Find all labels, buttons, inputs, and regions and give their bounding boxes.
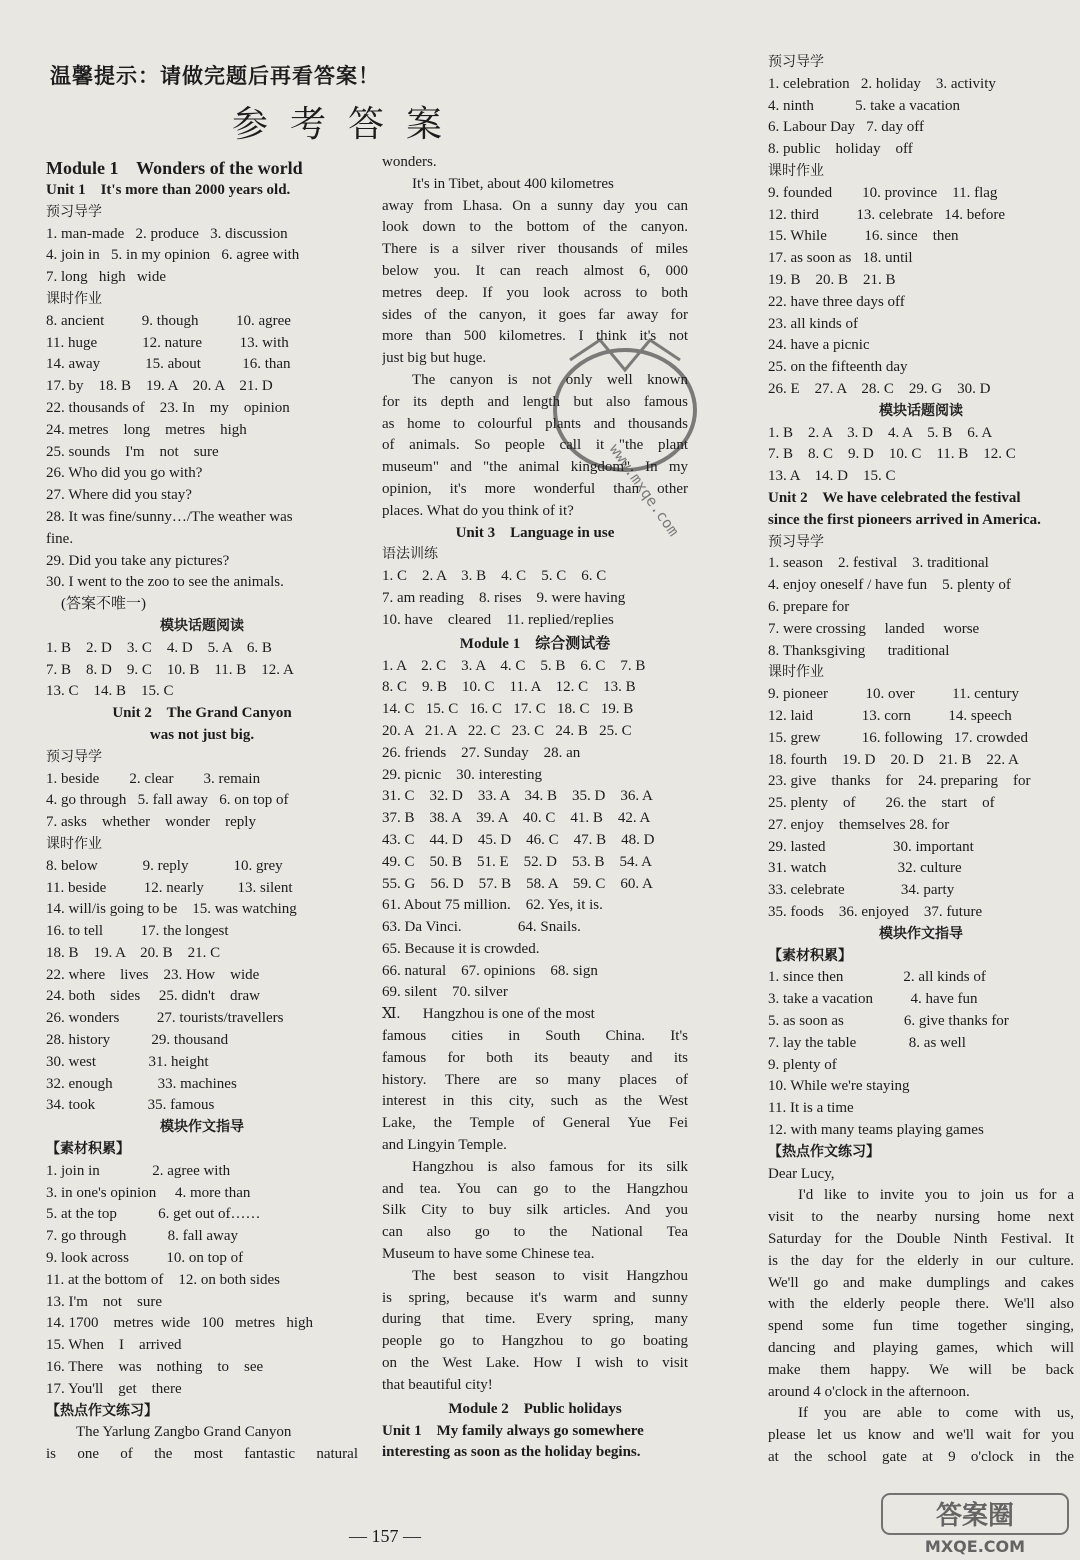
answer-line: below you. It can reach almost 6, 000: [382, 262, 688, 279]
answer-line: 【热点作文练习】: [46, 1402, 158, 1419]
answer-line: famous for both its beauty and its: [382, 1049, 688, 1066]
answer-line: sides of the canyon, it goes far away for: [382, 306, 688, 323]
answer-line: 3. in one's opinion 4. more than: [46, 1184, 251, 1201]
answer-line: as home to colourful plants and thousands: [382, 415, 688, 432]
site-logo: [880, 1490, 1070, 1556]
answer-line: 13. A 14. D 15. C: [768, 468, 896, 485]
answer-line: 7. lay the table 8. as well: [768, 1034, 966, 1051]
answer-line: 12. with many teams playing games: [768, 1122, 984, 1139]
answer-line: 6. prepare for: [768, 598, 850, 615]
answer-line: 课时作业: [768, 664, 824, 681]
answer-line: 1. join in 2. agree with: [46, 1162, 231, 1179]
answer-line: make them happy. We will be back: [768, 1361, 1074, 1378]
answer-line: 模块作文指导: [879, 925, 963, 942]
answer-line: famous cities in South China. It's: [382, 1028, 688, 1045]
answer-line: history. There are so many places of: [382, 1071, 688, 1088]
answer-line: 28. history 29. thousand: [46, 1032, 229, 1049]
answer-line: was not just big.: [149, 726, 255, 743]
answer-line: is the day for the elderly in our culture.: [768, 1252, 1074, 1269]
answer-line: that beautiful city!: [382, 1376, 493, 1393]
answer-line: 25. sounds I'm not sure: [46, 443, 219, 460]
answer-line: 16. to tell 17. the longest: [46, 923, 229, 940]
answer-line: 18. fourth 19. D 20. D 21. B 22. A: [768, 751, 1019, 768]
answer-line: 9. look across 10. on top of: [46, 1250, 244, 1267]
answer-line: at the school gate at 9 o'clock in the: [768, 1449, 1074, 1465]
answer-line: 课时作业: [768, 162, 824, 179]
answer-line: 30. west 31. height: [46, 1053, 209, 1070]
answer-line: people go to Hangzhou to go boating: [382, 1333, 688, 1350]
answer-line: Museum to have some Chinese tea.: [382, 1246, 595, 1263]
answer-line: I'd like to invite you to join us for a: [798, 1187, 1074, 1204]
answer-line: 13. I'm not sure: [46, 1293, 163, 1310]
answer-line: 课时作业: [46, 835, 102, 852]
answer-line: 9. plenty of: [768, 1056, 837, 1073]
answer-line: 1. season 2. festival 3. traditional: [768, 555, 989, 572]
answer-line: 26. E 27. A 28. C 29. G 30. D: [768, 380, 991, 397]
answer-line: 37. B 38. A 39. A 40. C 41. B 42. A: [382, 810, 651, 827]
answer-line: 模块话题阅读: [160, 617, 244, 634]
answer-line: 49. C 50. B 51. E 52. D 53. B 54. A: [382, 853, 653, 870]
answer-line: 25. on the fifteenth day: [768, 359, 908, 376]
answer-line: 7. B 8. D 9. C 10. B 11. B 12. A: [46, 661, 294, 678]
answer-line: 65. Because it is crowded.: [382, 940, 540, 957]
answer-line: 5. at the top 6. get out of……: [46, 1206, 261, 1223]
answer-line: There is a silver river thousands of miles: [382, 241, 688, 258]
answer-line: 24. both sides 25. didn't draw: [46, 988, 260, 1005]
answer-line: 语法训练: [382, 546, 438, 563]
answer-line: 1. man-made 2. produce 3. discussion: [46, 225, 288, 242]
answer-line: 66. natural 67. opinions 68. sign: [382, 962, 598, 979]
answer-line: 32. enough 33. machines: [46, 1075, 237, 1092]
answer-line: 43. C 44. D 45. D 46. C 47. B 48. D: [382, 831, 655, 848]
answer-line: 17. as soon as 18. until: [768, 250, 913, 267]
answer-line: is spring, because it's warm and sunny: [382, 1289, 688, 1306]
svg-text:答案圈: 答案圈: [935, 1501, 1015, 1531]
answer-line: visit to the nearby nursing home next: [768, 1209, 1074, 1226]
answer-line: The best season to visit Hangzhou: [412, 1267, 688, 1284]
answer-line: Module 1 综合测试卷: [459, 635, 611, 652]
answer-line: 18. B 19. A 20. B 21. C: [46, 944, 221, 961]
answer-line: If you are able to come with us,: [798, 1405, 1074, 1422]
answer-line: 27. enjoy themselves 28. for: [768, 816, 950, 833]
answer-line: spend some fun time together singing,: [768, 1318, 1074, 1335]
answer-line: 11. It is a time: [768, 1100, 854, 1117]
answer-line: Unit 1 It's more than 2000 years old.: [46, 182, 291, 198]
answer-line: 1. C 2. A 3. B 4. C 5. C 6. C: [382, 568, 607, 585]
answer-line: 24. have a picnic: [768, 337, 870, 354]
answer-line: 12. laid 13. corn 14. speech: [768, 707, 1012, 724]
answer-line: 8. public holiday off: [768, 141, 913, 158]
answer-line: 13. C 14. B 15. C: [46, 683, 174, 700]
answer-line: Hangzhou is also famous for its silk: [412, 1158, 688, 1175]
answer-line: opinion, it's more wonderful than other: [382, 480, 688, 497]
answer-line: 模块话题阅读: [879, 402, 963, 419]
answer-line: museum" and "the animal kingdom". In my: [382, 459, 688, 476]
answer-column-left: [46, 156, 358, 1466]
answer-line: 4. join in 5. in my opinion 6. agree with: [46, 247, 300, 264]
answer-line: 7. long high wide: [46, 269, 166, 286]
answer-line: 24. metres long metres high: [46, 421, 247, 438]
answer-line: 4. ninth 5. take a vacation: [768, 97, 961, 114]
answer-line: 预习导学: [768, 54, 824, 70]
answer-line: Saturday for the Double Ninth Festival. It: [768, 1231, 1074, 1248]
answer-line: 【素材积累】: [768, 947, 852, 964]
answer-line: 1. since then 2. all kinds of: [768, 969, 986, 986]
answer-line: 26. Who did you go with?: [46, 465, 203, 482]
answer-line: 预习导学: [768, 533, 824, 550]
answer-line: The Yarlung Zangbo Grand Canyon: [76, 1424, 292, 1441]
answer-line: 31. watch 32. culture: [768, 860, 962, 877]
answer-line: 7. asks whether wonder reply: [46, 814, 256, 831]
answer-line: 8. ancient 9. though 10. agree: [46, 312, 291, 329]
answer-line: 7. B 8. C 9. D 10. C 11. B 12. C: [768, 446, 1016, 463]
answer-line: interest in this city, such as the West: [382, 1093, 688, 1110]
answer-line: 预习导学: [46, 748, 102, 765]
answer-line: is one of the most fantastic natural: [46, 1446, 358, 1463]
answer-line: Dear Lucy,: [768, 1165, 835, 1182]
answer-line: 15. When I arrived: [46, 1337, 182, 1354]
answer-line: 3. take a vacation 4. have fun: [768, 991, 978, 1008]
answer-line: Module 1 Wonders of the world: [46, 158, 303, 178]
answer-line: look down to the bottom of the canyon.: [382, 219, 688, 236]
answer-line: 6. Labour Day 7. day off: [768, 119, 924, 136]
answer-column-right: [768, 52, 1074, 1469]
answer-line: 1. beside 2. clear 3. remain: [46, 770, 261, 787]
answer-line: 23. all kinds of: [768, 315, 858, 332]
answer-line: 27. Where did you stay?: [46, 487, 192, 504]
answer-line: wonders.: [382, 154, 437, 170]
answer-line: 8. Thanksgiving traditional: [768, 642, 950, 659]
answer-line: 17. by 18. B 19. A 20. A 21. D: [46, 378, 273, 395]
answer-line: 69. silent 70. silver: [382, 984, 508, 1001]
answer-line: The canyon is not only well known: [412, 371, 688, 388]
answer-line: (答案不唯一): [46, 596, 146, 613]
answer-line: 34. took 35. famous: [46, 1097, 215, 1114]
answer-line: 63. Da Vinci. 64. Snails.: [382, 919, 581, 936]
answer-line: can also go to the National Tea: [382, 1224, 688, 1241]
answer-line: 【热点作文练习】: [768, 1143, 880, 1160]
answer-line: 22. where lives 23. How wide: [46, 966, 260, 983]
answer-line: 26. wonders 27. tourists/travellers: [46, 1010, 284, 1027]
answer-line: 4. enjoy oneself / have fun 5. plenty of: [768, 577, 1011, 594]
answer-line: 14. 1700 metres wide 100 metres high: [46, 1315, 314, 1332]
page-title: 参考答案: [232, 104, 465, 145]
answer-line: 22. have three days off: [768, 293, 905, 310]
answer-line: 30. I went to the zoo to see the animals.: [46, 574, 284, 591]
answer-line: 10. have cleared 11. replied/replies: [382, 611, 614, 628]
answer-line: It's in Tibet, about 400 kilometres: [412, 175, 614, 192]
answer-line: 22. thousands of 23. In my opinion: [46, 399, 290, 416]
answer-line: around 4 o'clock in the afternoon.: [768, 1383, 970, 1400]
answer-line: 16. There was nothing to see: [46, 1359, 264, 1376]
answer-line: 1. B 2. A 3. D 4. A 5. B 6. A: [768, 424, 993, 441]
answer-line: Unit 3 Language in use: [455, 524, 615, 541]
answer-line: 7. were crossing landed worse: [768, 620, 980, 637]
answer-line: Unit 2 The Grand Canyon: [112, 705, 292, 722]
answer-line: places. What do you think of it?: [382, 502, 574, 519]
watermark-stamp: [530, 300, 720, 540]
answer-line: 14. C 15. C 16. C 17. C 18. C 19. B: [382, 701, 634, 718]
answer-line: fine.: [46, 530, 74, 547]
answer-line: since the first pioneers arrived in America.: [768, 511, 1041, 528]
answer-line: and tea. You can go to the Hangzhou: [382, 1180, 688, 1197]
answer-line: 1. B 2. D 3. C 4. D 5. A 6. B: [46, 639, 272, 656]
answer-line: 预习导学: [46, 203, 102, 220]
answer-line: Unit 1 My family always go somewhere: [382, 1422, 644, 1439]
answer-line: 26. friends 27. Sunday 28. an: [382, 744, 581, 761]
answer-line: away from Lhasa. On a sunny day you can: [382, 197, 688, 214]
answer-line: during that time. Every spring, many: [382, 1311, 688, 1328]
answer-line: 19. B 20. B 21. B: [768, 271, 896, 288]
answer-line: 11. huge 12. nature 13. with: [46, 334, 289, 351]
answer-line: 29. Did you take any pictures?: [46, 552, 230, 569]
answer-line: Module 2 Public holidays: [448, 1400, 622, 1417]
answer-line: 1. celebration 2. holiday 3. activity: [768, 75, 996, 92]
answer-line: 31. C 32. D 33. A 34. B 35. D 36. A: [382, 788, 653, 805]
answer-line: 28. It was fine/sunny…/The weather was: [46, 508, 293, 525]
answer-line: 29. picnic 30. interesting: [382, 766, 542, 783]
answer-line: 23. give thanks for 24. preparing for: [768, 773, 1031, 790]
answer-line: 29. lasted 30. important: [768, 838, 974, 855]
answer-line: 55. G 56. D 57. B 58. A 59. C 60. A: [382, 875, 653, 892]
answer-line: 15. While 16. since then: [768, 228, 959, 245]
answer-line: metres deep. If you look across to both: [382, 284, 688, 301]
page-number: — 157 —: [349, 1526, 421, 1546]
answer-line: Lake, the Temple of General Yue Fei: [382, 1115, 688, 1132]
answer-line: more than 500 kilometres. I think it's not: [382, 328, 688, 345]
answer-line: 17. You'll get there: [46, 1380, 182, 1397]
answer-line: 7. am reading 8. rises 9. were having: [382, 589, 626, 606]
answer-line: 10. While we're staying: [768, 1078, 910, 1095]
answer-line: dancing and playing games, which will: [768, 1340, 1074, 1357]
answer-line: 7. go through 8. fall away: [46, 1228, 239, 1245]
answer-line: 12. third 13. celebrate 14. before: [768, 206, 1006, 223]
answer-line: please let us know and we'll wait for you: [768, 1427, 1074, 1444]
answer-line: 11. beside 12. nearly 13. silent: [46, 879, 293, 896]
answer-line: just big but huge.: [382, 350, 487, 367]
answer-line: 1. A 2. C 3. A 4. C 5. B 6. C 7. B: [382, 657, 646, 674]
answer-line: 【素材积累】: [46, 1141, 130, 1158]
answer-line: 25. plenty of 26. the start of: [768, 795, 995, 812]
svg-text:www.mxqe.com: www.mxqe.com: [605, 440, 683, 540]
answer-line: 8. below 9. reply 10. grey: [46, 857, 283, 874]
answer-line: We'll go and make dumplings and cakes: [768, 1274, 1074, 1291]
answer-line: 5. as soon as 6. give thanks for: [768, 1013, 1009, 1030]
answer-line: 4. go through 5. fall away 6. on top of: [46, 792, 289, 809]
answer-line: 8. C 9. B 10. C 11. A 12. C 13. B: [382, 679, 636, 696]
reminder-hint: 温馨提示：请做完题后再看答案！: [50, 64, 380, 88]
answer-line: 课时作业: [46, 290, 102, 307]
answer-line: 20. A 21. A 22. C 23. C 24. B 25. C: [382, 722, 632, 739]
answer-line: 9. pioneer 10. over 11. century: [768, 686, 1020, 703]
answer-line: on the West Lake. How I wish to visit: [382, 1355, 688, 1372]
answer-line: 模块作文指导: [160, 1119, 244, 1136]
answer-line: interesting as soon as the holiday begins.: [382, 1444, 641, 1461]
answer-line: 14. away 15. about 16. than: [46, 356, 291, 373]
answer-line: 61. About 75 million. 62. Yes, it is.: [382, 897, 603, 914]
answer-line: and Lingyin Temple.: [382, 1137, 507, 1154]
answer-line: Silk City to buy silk articles. And you: [382, 1202, 688, 1219]
answer-line: 11. at the bottom of 12. on both sides: [46, 1271, 281, 1288]
answer-line: Ⅺ. Hangzhou is one of the most: [382, 1006, 595, 1023]
answer-line: for its depth and length but also famous: [382, 393, 688, 410]
answer-line: 9. founded 10. province 11. flag: [768, 184, 998, 201]
svg-text:MXQE.COM: MXQE.COM: [924, 1537, 1026, 1556]
answer-line: 15. grew 16. following 17. crowded: [768, 729, 1028, 746]
answer-line: Unit 2 We have celebrated the festival: [768, 489, 1021, 506]
answer-line: 33. celebrate 34. party: [768, 882, 955, 899]
answer-line: with the elderly people there. We'll also: [768, 1296, 1074, 1313]
answer-line: 14. will/is going to be 15. was watching: [46, 901, 297, 918]
answer-line: of animals. So people call it "the plant: [382, 437, 688, 454]
answer-line: 35. foods 36. enjoyed 37. future: [768, 904, 983, 921]
